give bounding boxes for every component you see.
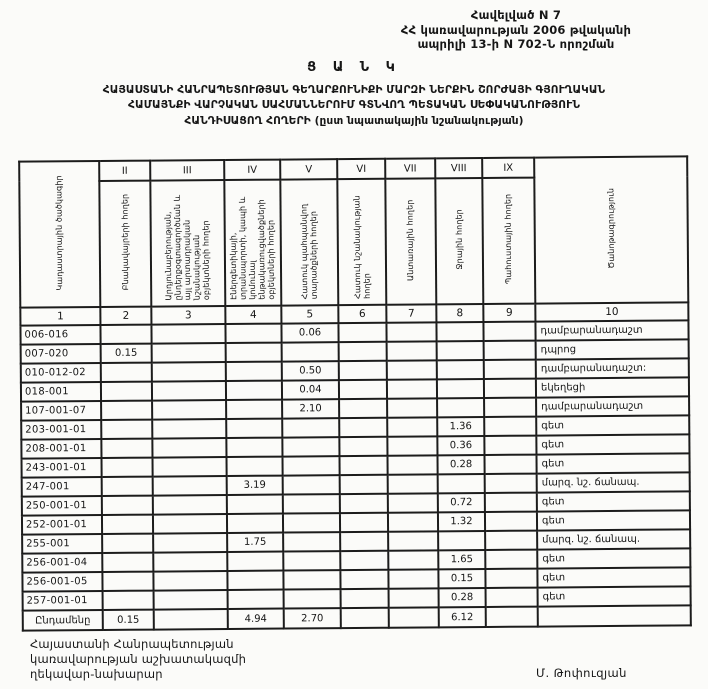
roman-numeral-row	[19, 156, 687, 181]
row-value	[485, 531, 537, 550]
row-value	[101, 439, 152, 458]
header-reserve-lands: Պահուստային հողեր	[482, 178, 535, 304]
row-value	[102, 553, 153, 572]
row-value	[153, 552, 227, 572]
row-value	[484, 360, 536, 379]
row-value	[340, 513, 388, 532]
total-row	[23, 605, 691, 630]
row-value	[153, 514, 227, 534]
row-value: 1.36	[437, 417, 484, 436]
footer-signatory-title	[30, 637, 246, 683]
col-num-3: 3	[151, 306, 225, 325]
row-note: մարզ. նշ. ճանապ.	[537, 529, 690, 549]
col-num-6: 6	[338, 305, 386, 323]
roman-vi: VI	[337, 159, 385, 179]
row-value	[388, 493, 438, 512]
row-value	[102, 515, 153, 534]
row-value: 0.72	[438, 493, 485, 512]
row-code: 018-001	[21, 382, 101, 402]
row-value	[102, 572, 153, 591]
col-num-8: 8	[436, 304, 483, 322]
row-note: գետ	[537, 567, 690, 587]
row-value	[154, 590, 228, 610]
header-forest-lands: Անտառային հողեր	[385, 178, 436, 304]
appendix-number: Հավելված N 7	[470, 8, 562, 22]
row-value	[485, 569, 537, 588]
roman-iii: III	[150, 160, 224, 181]
row-value	[485, 550, 537, 569]
row-value: 0.15	[438, 569, 485, 588]
row-value	[388, 512, 438, 531]
row-value	[283, 532, 340, 551]
row-value	[102, 534, 153, 553]
row-value	[339, 456, 387, 475]
row-value	[152, 400, 226, 420]
roman-v: V	[280, 159, 337, 179]
row-value	[341, 589, 389, 608]
page-title: Ց Ա Ն Կ	[307, 60, 401, 75]
row-value	[152, 419, 226, 439]
row-value	[388, 531, 438, 550]
row-value	[226, 419, 282, 438]
row-value	[153, 476, 227, 496]
row-note: գետ	[536, 415, 689, 435]
data-rows	[20, 320, 690, 630]
row-note: դամբարանադաշտ:	[536, 358, 689, 378]
header-cadastral-code	[19, 161, 100, 308]
row-note: մարզ. նշ. ճանապ.	[537, 472, 690, 492]
row-value	[438, 531, 485, 550]
row-note: եկեղեցի	[536, 377, 689, 397]
row-value	[226, 400, 282, 419]
row-value	[340, 475, 388, 494]
row-code: 010-012-02	[21, 363, 101, 383]
row-value	[227, 552, 283, 571]
row-value	[437, 379, 484, 398]
row-value	[339, 418, 387, 437]
row-value	[101, 363, 152, 382]
row-value	[227, 514, 283, 533]
row-value	[387, 398, 437, 417]
row-code: 007-020	[21, 344, 101, 364]
row-note: գետ	[536, 453, 689, 473]
signature-name: Մ. Թոփուզյան	[536, 666, 627, 680]
row-value	[484, 398, 536, 417]
row-value	[484, 417, 536, 436]
title-line-1: ՀԱՅԱՍՏԱՆԻ ՀԱՆՐԱՊԵՏՈՒԹՅԱՆ ԳԵՂԱՐՔՈՒՆԻՔԻ ՄԱՐԶԻ ՆԵՐՔԻՆ ՇՈՐԺԱՅԻ ԳՅՈՒՂԱԿԱՆ	[102, 84, 606, 96]
row-value	[485, 512, 537, 531]
header-note-column	[534, 156, 688, 303]
row-value	[437, 360, 484, 379]
footer-line-3: ղեկավար-նախարար	[30, 667, 163, 682]
row-value	[484, 379, 536, 398]
row-note: գետ	[537, 510, 690, 530]
appendix-reference	[330, 8, 702, 52]
row-note	[538, 605, 691, 626]
row-value	[100, 325, 151, 344]
row-value	[101, 458, 152, 477]
lands-table-wrapper	[18, 155, 692, 631]
header-infrastructure-lands: Էներգետիկայի, տրանսպորտի, կապի և կոմունալ ենթակառուցվածքների օբյեկտների հողեր	[224, 180, 281, 306]
row-value	[388, 569, 438, 588]
row-value	[152, 438, 226, 458]
row-value	[388, 550, 438, 569]
roman-ix: IX	[482, 158, 534, 178]
row-value	[153, 571, 227, 591]
row-value	[283, 475, 340, 494]
row-value	[437, 341, 484, 360]
row-value	[152, 381, 226, 401]
roman-vii: VII	[385, 158, 435, 178]
row-value	[386, 322, 436, 341]
row-value	[486, 588, 538, 607]
row-value	[101, 401, 152, 420]
row-value: 0.15	[101, 344, 152, 363]
row-value	[154, 609, 228, 630]
col-num-2: 2	[100, 307, 151, 325]
row-value	[387, 417, 437, 436]
row-value	[338, 323, 386, 342]
row-value	[387, 360, 437, 379]
row-value	[485, 493, 537, 512]
row-note: գետ	[536, 434, 689, 454]
row-value	[282, 418, 339, 437]
row-value	[226, 362, 282, 381]
row-code: 203-001-01	[21, 420, 101, 440]
row-value	[282, 437, 339, 456]
row-note: գետ	[537, 548, 690, 568]
row-value: 6.12	[439, 607, 486, 627]
row-value	[387, 436, 437, 455]
header-note-label: Ծանոթագրություն	[606, 188, 616, 269]
row-value	[101, 420, 152, 439]
title-line-3	[0, 114, 708, 129]
row-value: 4.94	[228, 609, 284, 629]
row-value	[152, 343, 226, 363]
row-value: 1.75	[227, 533, 283, 552]
row-code: 250-001-01	[22, 496, 102, 516]
row-value	[226, 381, 282, 400]
col-num-9: 9	[483, 304, 535, 322]
row-note: դամբարանադաշտ	[536, 396, 689, 416]
row-value	[103, 591, 154, 610]
header-water-lands: Ջրային հողեր	[435, 178, 483, 304]
row-code: 257-001-01	[23, 591, 103, 611]
header-industrial-lands: Արդյունաբերության, ընդերքօգտագործման և այլ արտադրական նշանակության օբյեկտների հողեր	[150, 180, 225, 307]
row-value: 1.65	[438, 550, 485, 569]
row-code: 255-001	[22, 534, 102, 554]
row-value	[283, 494, 340, 513]
row-value	[225, 324, 281, 343]
document-title-block	[0, 60, 708, 129]
row-code: 243-001-01	[22, 458, 102, 478]
footer-line-1: Հայաստանի Հանրապետության	[30, 637, 234, 651]
row-note: գետ	[538, 586, 691, 606]
row-value: 0.06	[281, 323, 338, 342]
header-cadastral-code-label: Կադաստրային ծածկագիր	[54, 175, 65, 291]
row-note: դպրոց	[536, 339, 689, 359]
row-value	[282, 342, 339, 361]
col-num-4: 4	[225, 306, 281, 324]
row-note: գետ	[537, 491, 690, 511]
row-value	[152, 457, 226, 477]
total-label: Ընդամենը	[23, 610, 103, 631]
lands-table	[18, 155, 692, 631]
row-value	[339, 342, 387, 361]
row-value	[484, 436, 536, 455]
row-code: 208-001-01	[21, 439, 101, 459]
row-code: 006-016	[20, 325, 100, 345]
row-value	[438, 474, 485, 493]
row-value	[152, 362, 226, 382]
row-value	[387, 341, 437, 360]
roman-ii: II	[99, 161, 150, 181]
row-value	[387, 379, 437, 398]
row-value	[227, 571, 283, 590]
row-value	[283, 513, 340, 532]
row-value: 2.10	[282, 399, 339, 418]
row-value	[340, 551, 388, 570]
row-value	[483, 322, 535, 341]
row-value	[284, 589, 341, 608]
col-num-10: 10	[535, 302, 688, 321]
row-value	[151, 324, 225, 344]
row-value	[339, 361, 387, 380]
row-code: 256-001-04	[22, 553, 102, 573]
row-value	[227, 495, 283, 514]
decree-issuer: ՀՀ կառավարության 2006 թվականի	[400, 22, 632, 37]
row-value	[486, 607, 538, 627]
row-value	[437, 398, 484, 417]
row-value	[387, 455, 437, 474]
row-value	[341, 608, 389, 628]
row-value	[283, 551, 340, 570]
title-line-3-paren: (ըստ նպատակային նշանակության)	[314, 114, 524, 127]
row-value	[389, 607, 439, 627]
footer-line-2: կառավարության աշխատակազմի	[30, 652, 247, 667]
row-value	[484, 455, 536, 474]
row-value	[228, 590, 284, 609]
col-num-1: 1	[20, 307, 100, 326]
title-line-3-main: ՀԱՆԴԻՍԱՑՈՂ ՀՈՂԵՐԻ	[184, 114, 311, 127]
row-value	[102, 477, 153, 496]
row-value	[226, 343, 282, 362]
row-note: դամբարանադաշտ	[535, 320, 688, 340]
row-value	[226, 438, 282, 457]
col-num-5: 5	[281, 305, 338, 323]
row-value: 0.28	[437, 455, 484, 474]
row-value	[226, 457, 282, 476]
row-value: 0.15	[103, 610, 154, 630]
header-residential-lands: Բնակավայրերի հողեր	[99, 181, 151, 307]
row-value: 0.04	[282, 380, 339, 399]
row-value	[339, 399, 387, 418]
header-special-purpose-lands: Հատուկ նշանակության հողեր	[337, 179, 386, 305]
row-value: 3.19	[227, 476, 283, 495]
row-code: 252-001-01	[22, 515, 102, 535]
roman-iv: IV	[224, 160, 280, 180]
row-value	[101, 382, 152, 401]
row-value	[283, 570, 340, 589]
decree-number: ապրիլի 13-ի N 702-Ն որոշման	[417, 37, 615, 52]
header-protected-lands: Հատուկ պահպանվող տարածքների հողեր	[280, 179, 338, 305]
col-num-7: 7	[386, 304, 436, 322]
row-value	[102, 496, 153, 515]
row-value	[436, 322, 483, 341]
row-value: 1.32	[438, 512, 485, 531]
row-value	[340, 532, 388, 551]
row-value: 0.36	[437, 436, 484, 455]
roman-viii: VIII	[435, 158, 482, 178]
row-value: 2.70	[284, 608, 341, 628]
row-value	[485, 474, 537, 493]
row-value	[340, 494, 388, 513]
row-code: 247-001	[22, 477, 102, 497]
row-value	[282, 456, 339, 475]
row-code: 107-001-07	[21, 401, 101, 421]
row-value	[339, 380, 387, 399]
title-line-2: ՀԱՄԱՅՆՔԻ ՎԱՐՉԱԿԱՆ ՍԱՀՄԱՆՆԵՐՈՒՄ ԳՏՆՎՈՂ ՊԵՏԱԿԱՆ ՍԵՓԱԿԱՆՈՒԹՅՈՒՆ	[127, 99, 581, 112]
row-value: 0.50	[282, 361, 339, 380]
row-code: 256-001-05	[22, 572, 102, 592]
row-value: 0.28	[439, 588, 486, 607]
row-value	[153, 533, 227, 553]
row-value	[153, 495, 227, 515]
row-value	[484, 341, 536, 360]
row-value	[339, 437, 387, 456]
row-value	[389, 588, 439, 607]
row-value	[340, 570, 388, 589]
row-value	[388, 474, 438, 493]
